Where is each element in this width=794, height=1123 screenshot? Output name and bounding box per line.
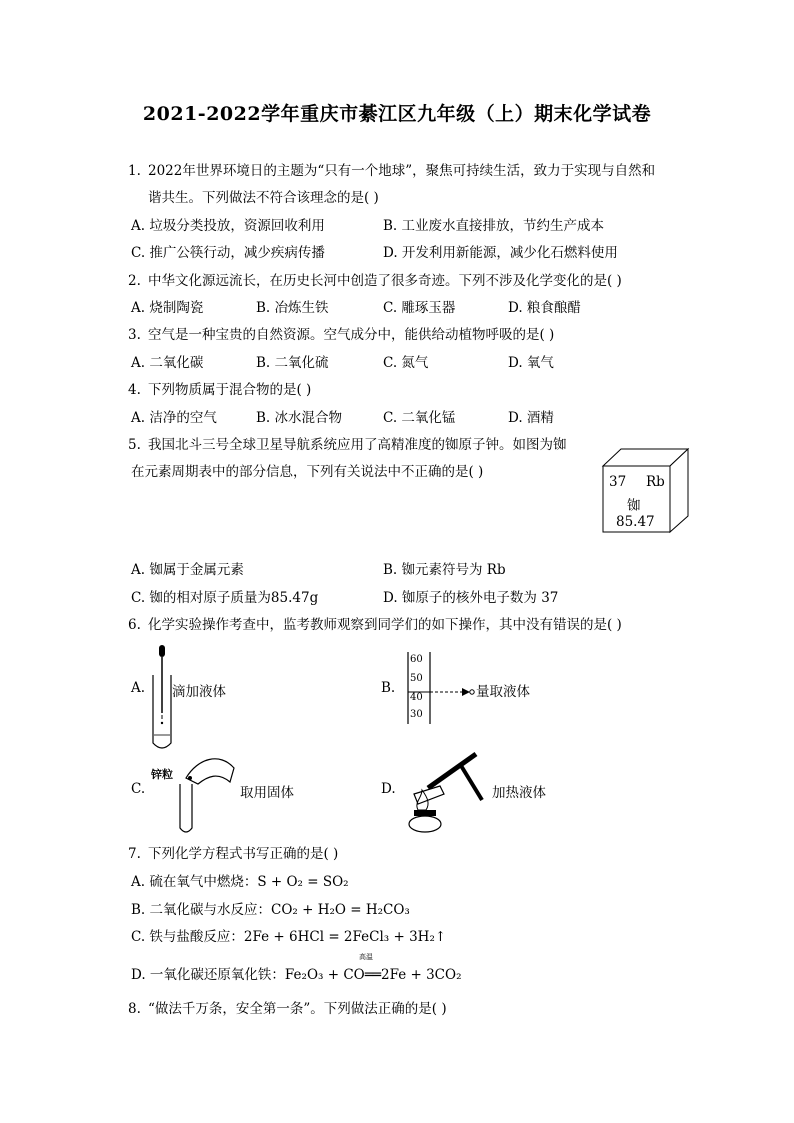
q5-text-1: 我国北斗三号全球卫星导航系统应用了高精准度的铷原子钟。如图为铷 — [148, 437, 567, 453]
q7-number: 7. — [128, 846, 141, 862]
q8-text: “做法千万条，安全第一条”。下列做法正确的是( ) — [148, 1001, 447, 1017]
element-name: 铷 — [627, 498, 641, 514]
q2-text: 中华文化源远流长，在历史长河中创造了很多奇迹。下列不涉及化学变化的是( ) — [148, 273, 622, 289]
q1-stem-line2: 谐共生。下列做法不符合该理念的是( ) — [148, 190, 379, 206]
q5-option-b[interactable]: B. 铷元素符号为 Rb — [383, 562, 506, 578]
q1-text-1: 2022年世界环境日的主题为“只有一个地球”，聚焦可持续生活，致力于实现与自然和 — [148, 163, 656, 179]
q7-stem — [128, 845, 338, 863]
q6-option-d-label: 加热液体 — [492, 785, 546, 801]
q4-option-b[interactable]: B. 冰水混合物 — [256, 410, 343, 426]
q6-option-b-label: 量取液体 — [476, 684, 530, 700]
cylinder-tick-60: 60 — [410, 654, 423, 665]
q6-option-a-label: 滴加液体 — [172, 684, 226, 700]
q5-stem-line1 — [128, 436, 567, 454]
q7-option-c[interactable]: C. 铁与盐酸反应：2Fe + 6HCl = 2FeCl₃ + 3H₂↑ — [131, 929, 447, 945]
q4-number: 4. — [128, 382, 141, 398]
cylinder-tick-30: 30 — [410, 709, 423, 720]
q7-text: 下列化学方程式书写正确的是( ) — [148, 846, 339, 862]
q2-option-c[interactable]: C. 雕琢玉器 — [383, 300, 456, 316]
q4-option-d[interactable]: D. 酒精 — [508, 410, 554, 426]
q3-option-b[interactable]: B. 二氧化硫 — [256, 355, 329, 371]
q7-d-condition: 高温 — [359, 953, 373, 961]
q5-option-a[interactable]: A. 铷属于金属元素 — [131, 562, 244, 578]
q5-option-c[interactable]: C. 铷的相对原子质量为85.47g — [131, 590, 319, 606]
q6-option-a-letter[interactable]: A. — [131, 680, 146, 696]
q6-option-d-letter[interactable]: D. — [381, 781, 396, 797]
q2-option-d[interactable]: D. 粮食酿醋 — [508, 300, 581, 316]
q8-stem — [128, 1000, 447, 1018]
q1-option-a[interactable]: A. 垃圾分类投放，资源回收利用 — [131, 218, 325, 234]
zinc-granule-tag: 锌粒 — [151, 768, 173, 781]
q4-option-c[interactable]: C. 二氧化锰 — [383, 410, 456, 426]
q5-stem-line2: 在元素周期表中的部分信息，下列有关说法中不正确的是( ) — [131, 464, 484, 480]
q3-text: 空气是一种宝贵的自然资源。空气成分中，能供给动植物呼吸的是( ) — [148, 327, 555, 343]
q1-number: 1. — [128, 163, 141, 179]
q3-option-c[interactable]: C. 氮气 — [383, 355, 429, 371]
q6-option-c-label: 取用固体 — [240, 785, 294, 801]
q7-option-a[interactable]: A. 硫在氧气中燃烧：S + O₂ = SO₂ — [131, 874, 349, 890]
page-title: 2021-2022学年重庆市綦江区九年级（上）期末化学试卷 — [142, 103, 652, 125]
heating-liquid-figure — [400, 746, 490, 836]
q8-number: 8. — [128, 1001, 141, 1017]
element-symbol: Rb — [646, 474, 665, 490]
q1-option-d[interactable]: D. 开发利用新能源，减少化石燃料使用 — [383, 245, 618, 261]
add-solid-to-tube-figure — [168, 748, 248, 838]
q3-number: 3. — [128, 327, 141, 343]
element-atomic-number: 37 — [609, 474, 627, 490]
q2-stem — [128, 272, 622, 290]
q6-option-c-letter[interactable]: C. — [131, 781, 146, 797]
element-mass: 85.47 — [616, 514, 655, 530]
q4-text: 下列物质属于混合物的是( ) — [148, 382, 312, 398]
q3-option-a[interactable]: A. 二氧化碳 — [131, 355, 204, 371]
q1-option-b[interactable]: B. 工业废水直接排放，节约生产成本 — [383, 218, 605, 234]
q6-stem — [128, 616, 622, 634]
q6-option-b-letter[interactable]: B. — [381, 680, 396, 696]
q1-option-c[interactable]: C. 推广公筷行动，减少疾病传播 — [131, 245, 325, 261]
q7-option-d[interactable]: D. 一氧化碳还原氧化铁：Fe₂O₃ + CO══2Fe + 3CO₂ — [131, 967, 462, 983]
q3-option-d[interactable]: D. 氧气 — [508, 355, 554, 371]
q1-stem-line1 — [128, 162, 655, 180]
q6-number: 6. — [128, 617, 141, 633]
q2-number: 2. — [128, 273, 141, 289]
q4-option-a[interactable]: A. 洁净的空气 — [131, 410, 217, 426]
cylinder-tick-50: 50 — [410, 673, 423, 684]
q6-text: 化学实验操作考查中，监考教师观察到同学们的如下操作，其中没有错误的是( ) — [148, 617, 622, 633]
dropper-into-tube-figure — [150, 643, 174, 753]
cylinder-tick-40: 40 — [410, 692, 423, 703]
q4-stem — [128, 381, 311, 399]
q2-option-b[interactable]: B. 冶炼生铁 — [256, 300, 329, 316]
q5-number: 5. — [128, 437, 141, 453]
q5-option-d[interactable]: D. 铷原子的核外电子数为 37 — [383, 590, 559, 606]
q3-stem — [128, 326, 554, 344]
q7-option-b[interactable]: B. 二氧化碳与水反应：CO₂ + H₂O = H₂CO₃ — [131, 902, 410, 918]
q2-option-a[interactable]: A. 烧制陶瓷 — [131, 300, 204, 316]
